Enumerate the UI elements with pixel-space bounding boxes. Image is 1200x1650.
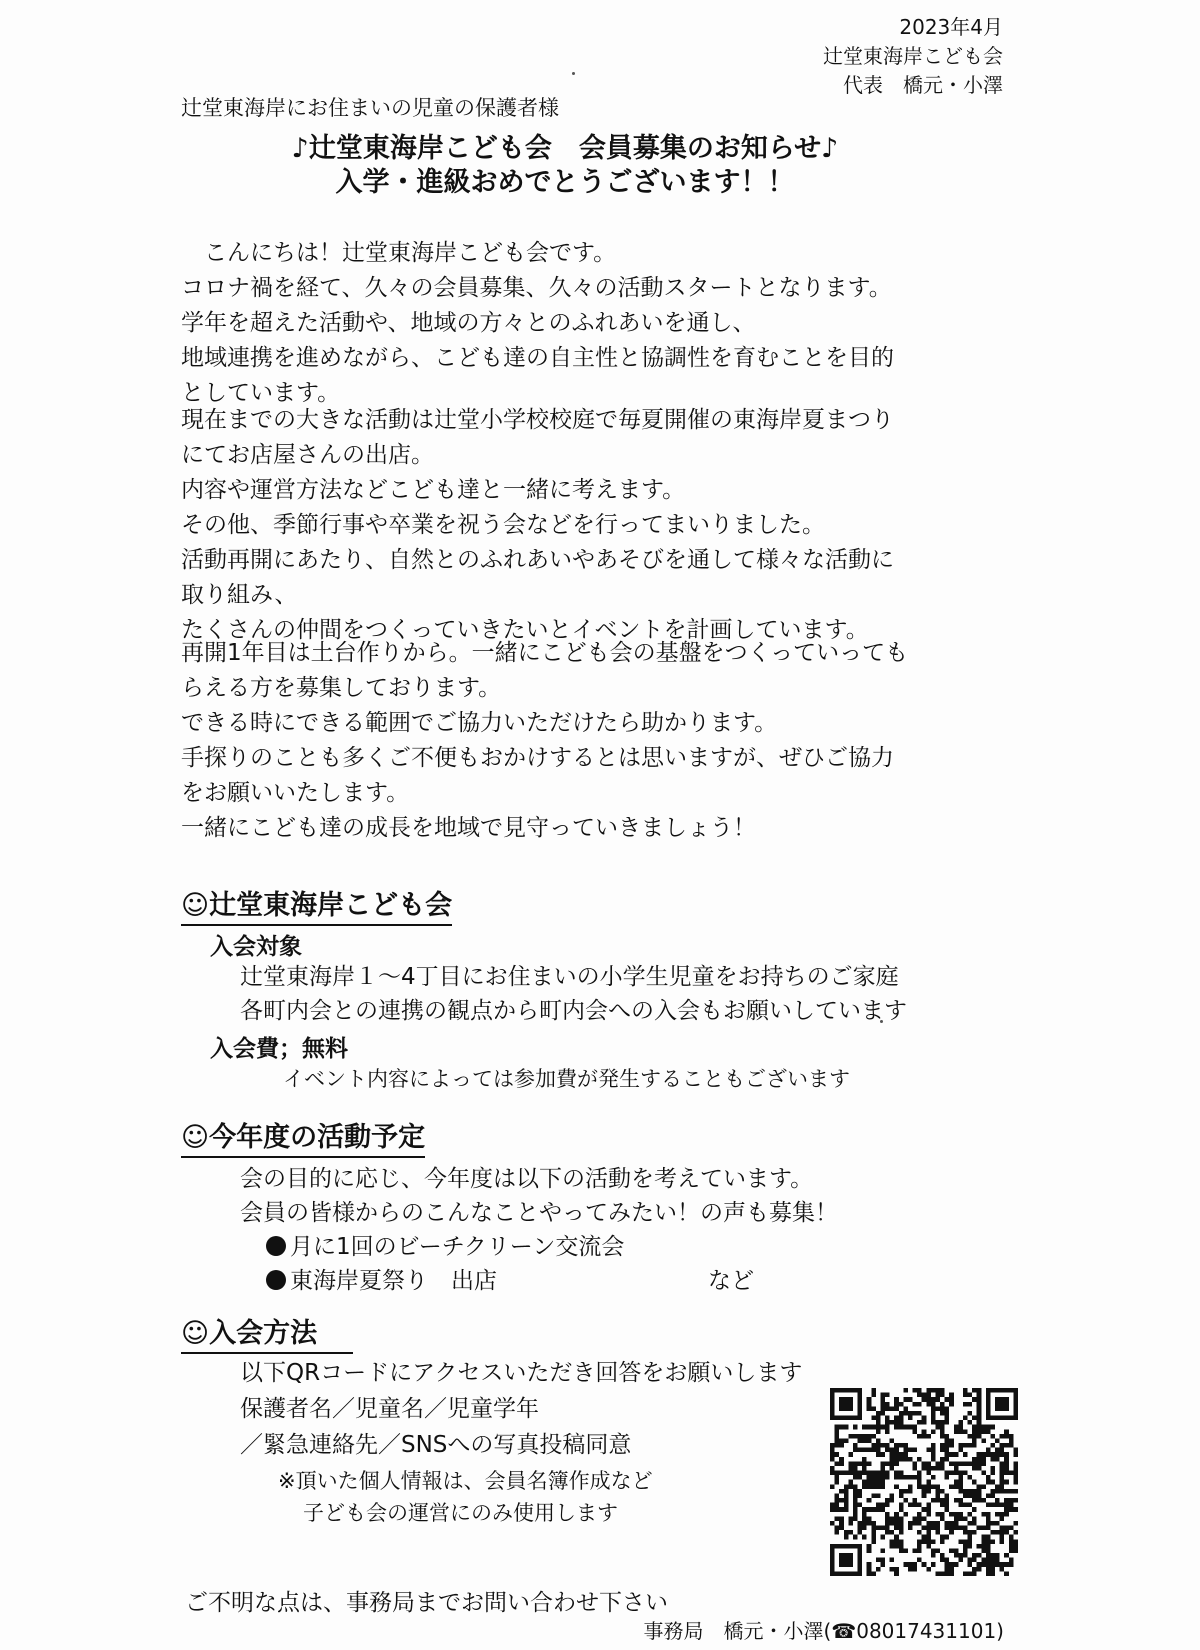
plan-item (266, 1230, 624, 1264)
appeal-line: 一緒にこども達の成長を地域で見守っていきましょう！ (181, 815, 756, 841)
intro-line: 学年を超えた活動や、地域の方々とのふれあいを通し、 (181, 310, 756, 336)
history-line: たくさんの仲間をつくっていきたいとイベントを計画しています。 (181, 617, 869, 643)
target-line: 辻堂東海岸１～4丁目にお住まいの小学生児童をお持ちのご家庭 (240, 964, 899, 990)
appeal-line: 手探りのことも多くご不便もおかけするとは思いますが、ぜひご協力 (181, 745, 894, 771)
section-heading-plan: ☺今年度の活動予定 (181, 1122, 425, 1158)
join-line: 以下QRコードにアクセスいただき回答をお願いします (240, 1360, 803, 1386)
intro-line: としています。 (181, 380, 341, 406)
section-heading-club: ☺辻堂東海岸こども会 (181, 890, 452, 926)
appeal-line: らえる方を募集しております。 (181, 675, 502, 701)
appeal-line: をお願いいたします。 (181, 780, 410, 806)
bullet-icon (266, 1236, 286, 1256)
qr-code-icon[interactable] (830, 1388, 1018, 1576)
history-line: 取り組み、 (181, 582, 298, 608)
intro-line: 地域連携を進めながら、こども達の自主性と協調性を育むことを目的 (181, 345, 894, 371)
plan-line: 会の目的に応じ、今年度は以下の活動を考えています。 (240, 1166, 814, 1192)
history-paragraph (181, 403, 1061, 648)
plan-item-text: 月に1回のビーチクリーン交流会 (290, 1234, 625, 1260)
scan-speck (572, 72, 575, 75)
join-line: ／緊急連絡先／SNSへの写真投稿同意 (240, 1432, 632, 1458)
contact-text: 事務局 橋元・小澤(☎08017431101) (643, 1619, 1004, 1643)
appeal-line: 再開1年目は土台作りから。一緒にこども会の基盤をつくっていっても (181, 640, 909, 666)
title-line-2: 入学・進級おめでとうございます！！ (335, 167, 795, 198)
history-line: にてお店屋さんの出店。 (181, 442, 434, 468)
target-label: 入会対象 (210, 934, 302, 960)
history-line: 現在までの大きな活動は辻堂小学校校庭で毎夏開催の東海岸夏まつり (181, 407, 894, 433)
header-date: 2023年4月 (899, 15, 1003, 39)
target-line: 各町内会との連携の観点から町内会への入会もお願いしています (240, 998, 907, 1024)
plan-item-text: 東海岸夏祭り 出店 (290, 1268, 497, 1294)
join-line: 保護者名／児童名／児童学年 (240, 1396, 539, 1422)
intro-line: こんにちは！辻堂東海岸こども会です。 (181, 240, 617, 266)
history-line: その他、季節行事や卒業を祝う会などを行ってまいりました。 (181, 512, 825, 538)
inquiry-text: ご不明な点は、事務局までお問い合わせ下さい (185, 1590, 668, 1616)
bullet-icon (266, 1270, 286, 1290)
header-organization: 辻堂東海岸こども会 (823, 44, 1003, 68)
history-line: 活動再開にあたり、自然とのふれあいやあそびを通して様々な活動に (181, 547, 894, 573)
header-representative: 代表 橋元・小澤 (843, 73, 1003, 97)
title-line-1: ♪辻堂東海岸こども会 会員募集のお知らせ♪ (291, 133, 839, 164)
history-line: 内容や運営方法などこども達と一緒に考えます。 (181, 477, 686, 503)
appeal-paragraph (181, 636, 1061, 846)
intro-paragraph (181, 236, 1061, 411)
appeal-line: できる時にできる範囲でご協力いただけたら助かります。 (181, 710, 778, 736)
section-heading-join: ☺入会方法 (181, 1318, 353, 1354)
plan-item (266, 1264, 497, 1298)
addressee: 辻堂東海岸にお住まいの児童の保護者様 (181, 96, 559, 120)
fee-label: 入会費；無料 (210, 1036, 348, 1062)
plan-etc: など (708, 1268, 754, 1294)
intro-line: コロナ禍を経て、久々の会員募集、久々の活動スタートとなります。 (181, 275, 892, 301)
fee-note: イベント内容によっては参加費が発生することもございます (283, 1067, 850, 1091)
privacy-note: ※頂いた個人情報は、会員名簿作成など (278, 1469, 653, 1493)
plan-line: 会員の皆様からのこんなことやってみたい！の声も募集！ (240, 1200, 838, 1226)
privacy-note: 子ども会の運営にのみ使用します (303, 1501, 618, 1525)
